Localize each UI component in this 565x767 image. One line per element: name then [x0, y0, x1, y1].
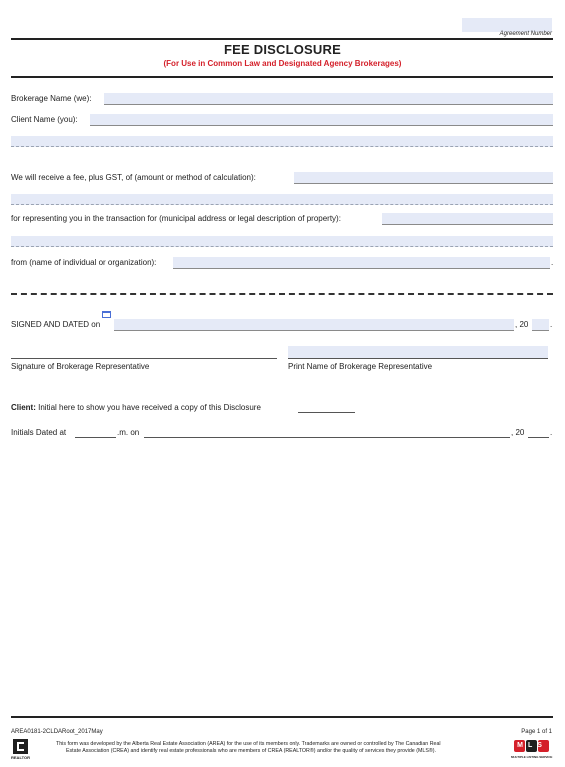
signature-label: Signature of Brokerage Representative [11, 362, 150, 371]
from-end-period: . [551, 258, 554, 267]
agreement-number-label: Agreement Number [499, 31, 552, 37]
from-label: from (name of individual or organization): [11, 258, 157, 267]
client-name-field[interactable] [90, 114, 553, 126]
initials-year-suffix: . [550, 428, 553, 437]
brokerage-label: Brokerage Name (we): [11, 94, 92, 103]
title-rule [11, 76, 553, 78]
calendar-icon[interactable] [102, 311, 111, 318]
fee-label: We will receive a fee, plus GST, of (amount or method of calculation): [11, 173, 256, 182]
form-code: AREA0181-2CLDARoot_2017May [11, 729, 103, 735]
initials-year-prefix: , 20 [511, 428, 525, 437]
from-field[interactable] [173, 257, 550, 269]
realtor-logo [13, 739, 28, 754]
property-label: for representing you in the transaction for (municipal address or legal description of property): [11, 214, 341, 223]
client-initial-field[interactable] [298, 403, 355, 413]
mls-logo-text: MLS [517, 742, 547, 749]
signed-dated-label: SIGNED AND DATED on [11, 320, 101, 329]
realtor-logo-mark [17, 742, 24, 751]
initials-year-field[interactable] [528, 428, 549, 438]
property-continuation-field[interactable] [11, 236, 553, 247]
section-rule [11, 293, 553, 295]
page-title: FEE DISCLOSURE [224, 42, 341, 57]
mls-tagline: MULTIPLE LISTING SERVICE [511, 755, 553, 759]
signed-year-suffix: . [550, 320, 553, 329]
signed-year-prefix: , 20 [515, 320, 529, 329]
fee-field[interactable] [294, 172, 553, 184]
signature-field[interactable] [11, 344, 277, 359]
client-name-continuation-field[interactable] [11, 136, 553, 147]
client-initial-text: Initial here to show you have received a copy of this Disclosure [38, 403, 261, 412]
header-rule [11, 38, 553, 40]
client-initial-line [11, 403, 261, 413]
initials-date-field[interactable] [144, 428, 510, 438]
page-number: Page 1 of 1 [521, 729, 552, 735]
client-label: Client Name (you): [11, 115, 78, 124]
page-subtitle: (For Use in Common Law and Designated Agency Brokerages) [163, 59, 402, 68]
print-name-label: Print Name of Brokerage Representative [288, 362, 433, 371]
initials-time-field[interactable] [75, 428, 116, 438]
footer-rule [11, 716, 553, 718]
realtor-logo-text: REALTOR [11, 755, 30, 760]
disclaimer-line-1: This form was developed by the Alberta Real Estate Association (AREA) for the use of its members only. Trademarks are owned or controlled by The Canadian Real [56, 741, 441, 747]
initials-dated-label: Initials Dated at [11, 428, 67, 437]
signed-year-field[interactable] [532, 319, 549, 331]
disclaimer-line-2: Estate Association (CREA) and identify real estate professionals who are members of CREA (REALTOR®) and/or the quality of services they provide (MLS®). [66, 748, 437, 754]
initials-mid-label: .m. on [117, 428, 140, 437]
property-field[interactable] [382, 213, 553, 225]
print-name-field[interactable] [288, 346, 548, 359]
client-bold-label: Client: [11, 403, 36, 412]
brokerage-name-field[interactable] [104, 93, 553, 105]
signed-date-field[interactable] [114, 319, 514, 331]
fee-continuation-field[interactable] [11, 194, 553, 205]
